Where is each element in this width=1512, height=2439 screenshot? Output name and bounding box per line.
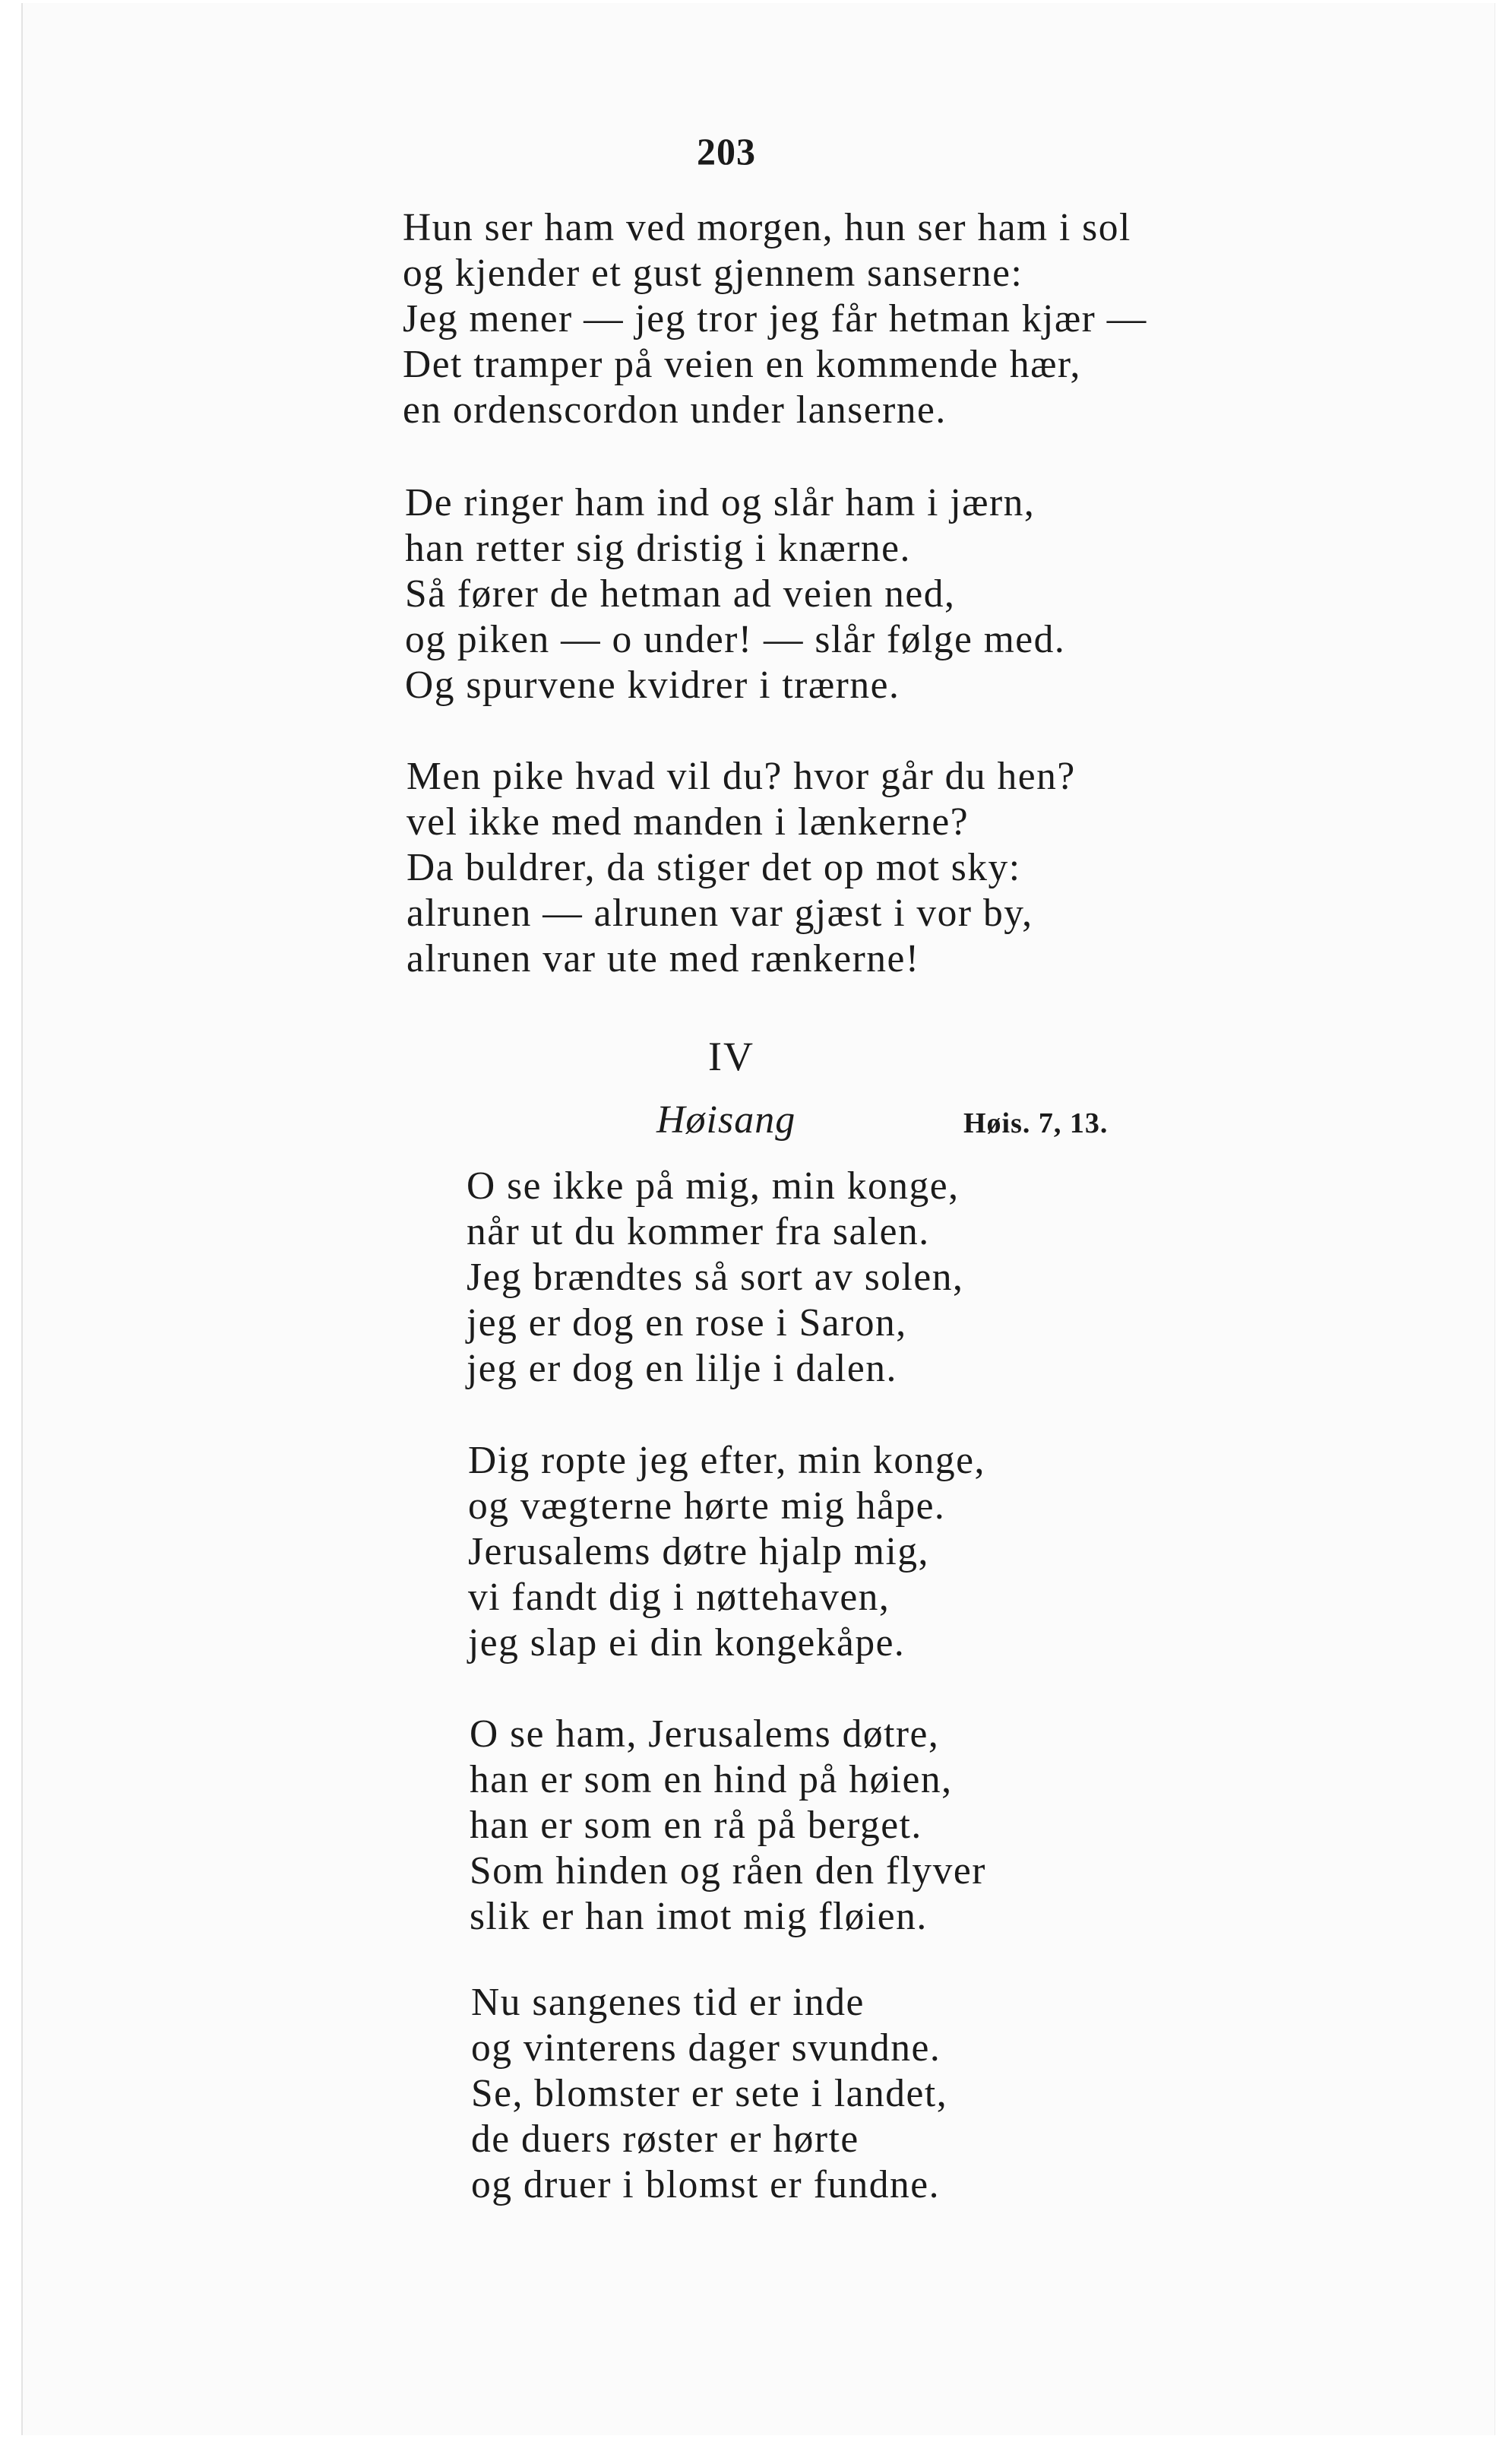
stanza-7-line-4: de duers røster er hørte	[471, 2117, 859, 2161]
stanza-5-line-3: Jerusalems døtre hjalp mig,	[468, 1530, 929, 1573]
section-number: IV	[708, 1034, 754, 1079]
stanza-4	[467, 1164, 963, 1392]
stanza-4-line-1: O se ikke på mig, min konge,	[467, 1164, 960, 1208]
stanza-7-line-1: Nu sangenes tid er inde	[471, 1981, 865, 2024]
stanza-1-line-4: Det tramper på veien en kommende hær,	[403, 343, 1081, 386]
stanza-2-line-1: De ringer ham ind og slår ham i jærn,	[405, 481, 1036, 524]
stanza-2	[405, 480, 1065, 708]
book-page	[21, 3, 1495, 2435]
stanza-5-line-5: jeg slap ei din kongekåpe.	[468, 1621, 906, 1665]
stanza-7	[471, 1980, 947, 2208]
stanza-1-line-3: Jeg mener — jeg tror jeg får hetman kjær —	[403, 297, 1147, 341]
stanza-1-line-2: og kjender et gust gjennem sanserne:	[403, 252, 1023, 295]
stanza-2-line-2: han retter sig dristig i knærne.	[405, 527, 911, 570]
stanza-5-line-2: og vægterne hørte mig håpe.	[468, 1484, 946, 1528]
stanza-1-line-1: Hun ser ham ved morgen, hun ser ham i sol	[403, 206, 1131, 249]
poem-reference: Høis. 7, 13.	[963, 1107, 1109, 1139]
stanza-2-line-3: Så fører de hetman ad veien ned,	[405, 572, 956, 616]
stanza-5	[468, 1438, 985, 1666]
stanza-4-line-5: jeg er dog en lilje i dalen.	[467, 1347, 897, 1390]
stanza-3-line-4: alrunen — alrunen var gjæst i vor by,	[406, 892, 1033, 935]
stanza-7-line-2: og vinterens dager svundne.	[471, 2026, 941, 2070]
stanza-1-line-5: en ordenscordon under lanserne.	[403, 388, 947, 432]
stanza-3-line-1: Men pike hvad vil du? hvor går du hen?	[406, 755, 1076, 798]
stanza-5-line-1: Dig ropte jeg efter, min konge,	[468, 1439, 985, 1482]
stanza-7-line-3: Se, blomster er sete i landet,	[471, 2072, 948, 2115]
stanza-6-line-3: han er som en rå på berget.	[470, 1804, 922, 1847]
page-number: 203	[697, 130, 756, 173]
stanza-3-line-5: alrunen var ute med rænkerne!	[406, 937, 920, 980]
stanza-6-line-1: O se ham, Jerusalems døtre,	[470, 1712, 940, 1756]
stanza-2-line-5: Og spurvene kvidrer i trærne.	[405, 664, 900, 707]
stanza-2-line-4: og piken — o under! — slår følge med.	[405, 618, 1066, 661]
stanza-6-line-2: han er som en hind på høien,	[470, 1758, 953, 1801]
stanza-6-line-4: Som hinden og råen den flyver	[470, 1849, 986, 1893]
stanza-4-line-4: jeg er dog en rose i Saron,	[467, 1301, 907, 1345]
stanza-4-line-3: Jeg brændtes så sort av solen,	[467, 1256, 964, 1299]
stanza-3-line-3: Da buldrer, da stiger det op mot sky:	[406, 846, 1021, 889]
stanza-4-line-2: når ut du kommer fra salen.	[467, 1210, 930, 1253]
stanza-3	[406, 754, 1076, 982]
stanza-7-line-5: og druer i blomst er fundne.	[471, 2163, 940, 2206]
stanza-6	[470, 1712, 986, 1940]
poem-title: Høisang	[656, 1098, 796, 1142]
stanza-3-line-2: vel ikke med manden i lænkerne?	[406, 800, 970, 844]
stanza-5-line-4: vi fandt dig i nøttehaven,	[468, 1576, 890, 1619]
stanza-1	[403, 205, 1147, 433]
stanza-6-line-5: slik er han imot mig fløien.	[470, 1895, 928, 1938]
